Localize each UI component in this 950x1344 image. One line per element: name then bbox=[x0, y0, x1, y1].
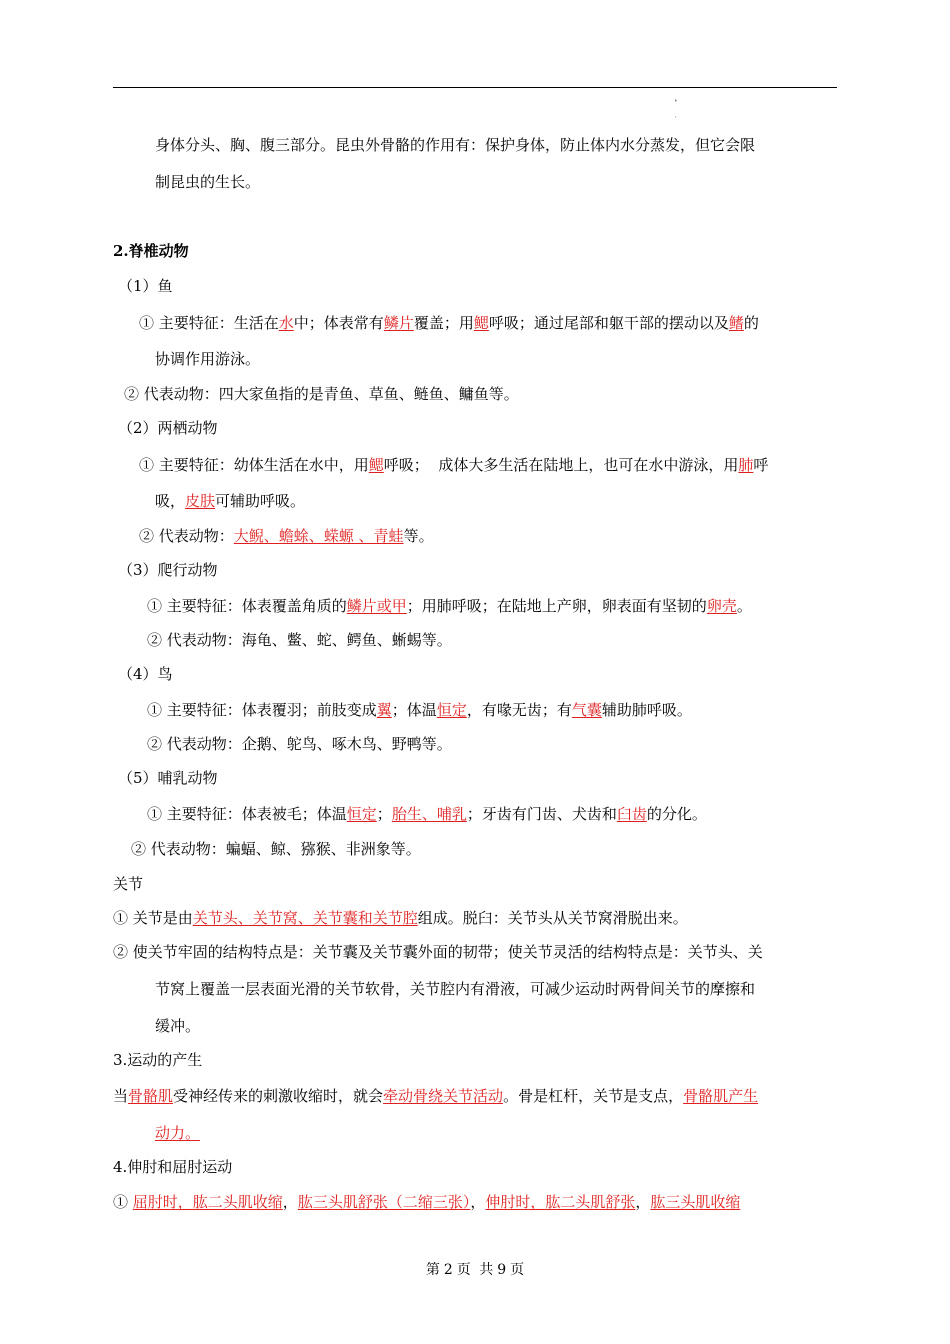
paragraph-line: 身体分头、胸、腹三部分。昆虫外骨骼的作用有：保护身体，防止体内水分蒸发，但它会限 bbox=[155, 136, 756, 154]
header-mark: • bbox=[674, 98, 678, 105]
page-footer: 第 2 页 共 9 页 bbox=[425, 1262, 525, 1278]
section-heading: 关节 bbox=[113, 875, 144, 893]
representative-line: ② 代表动物：海龟、鳖、蛇、鳄鱼、蜥蜴等。 bbox=[147, 631, 452, 649]
representative-line: ② 代表动物：四大家鱼指的是青鱼、草鱼、鲢鱼、鳙鱼等。 bbox=[124, 385, 519, 403]
paragraph-line: 制昆虫的生长。 bbox=[155, 173, 261, 191]
subsection-title: （2）两栖动物 bbox=[118, 419, 218, 437]
feature-line: ① 主要特征：幼体生活在水中，用鳃呼吸； 成体大多生活在陆地上，也可在水中游泳，用肺呼 bbox=[139, 456, 769, 474]
subsection-title: （1）鱼 bbox=[118, 277, 173, 295]
header-mark: ' bbox=[675, 116, 677, 123]
paragraph-line: ① 关节是由关节头、关节窝、关节囊和关节腔组成。脱臼：关节头从关节窝滑脱出来。 bbox=[113, 909, 688, 927]
paragraph-line: 当骨骼肌受神经传来的刺激收缩时，就会牵动骨绕关节活动。骨是杠杆，关节是支点，骨骼肌产生 bbox=[113, 1087, 759, 1105]
subsection-title: （3）爬行动物 bbox=[118, 561, 218, 579]
feature-line: ① 主要特征：体表覆羽；前肢变成翼；体温恒定，有喙无齿；有气囊辅助肺呼吸。 bbox=[147, 701, 692, 719]
representative-line: ② 代表动物：企鹅、鸵鸟、啄木鸟、野鸭等。 bbox=[147, 735, 452, 753]
paragraph-line: 缓冲。 bbox=[155, 1017, 201, 1035]
representative-line: ② 代表动物：蝙蝠、鲸、猕猴、非洲象等。 bbox=[131, 840, 421, 858]
section-heading: 3.运动的产生 bbox=[113, 1051, 203, 1069]
paragraph-line: ② 使关节牢固的结构特点是：关节囊及关节囊外面的韧带；使关节灵活的结构特点是：关节头、关 bbox=[113, 943, 763, 961]
subsection-title: （4）鸟 bbox=[118, 665, 173, 683]
paragraph-line: ① 屈肘时，肱二头肌收缩，肱三头肌舒张（二缩三张），伸肘时，肱二头肌舒张，肱三头肌收缩 bbox=[113, 1193, 741, 1211]
feature-line: 协调作用游泳。 bbox=[155, 350, 261, 368]
feature-line: 吸，皮肤可辅助呼吸。 bbox=[155, 492, 306, 510]
section-heading: 4.伸肘和屈肘运动 bbox=[113, 1158, 233, 1176]
paragraph-line: 节窝上覆盖一层表面光滑的关节软骨，关节腔内有滑液，可减少运动时两骨间关节的摩擦和 bbox=[155, 980, 756, 998]
header-rule bbox=[113, 87, 837, 88]
representative-line: ② 代表动物：大鲵、蟾蜍、蝾螈 、青蛙等。 bbox=[139, 527, 434, 545]
feature-line: ① 主要特征：体表覆盖角质的鳞片或甲；用肺呼吸；在陆地上产卵，卵表面有坚韧的卵壳。 bbox=[147, 597, 752, 615]
feature-line: ① 主要特征：体表被毛；体温恒定；胎生、哺乳；牙齿有门齿、犬齿和臼齿的分化。 bbox=[147, 805, 707, 823]
subsection-title: （5）哺乳动物 bbox=[118, 769, 218, 787]
section-heading: 2.脊椎动物 bbox=[113, 242, 189, 260]
paragraph-line: 动力。 bbox=[155, 1124, 201, 1142]
feature-line: ① 主要特征：生活在水中；体表常有鳞片覆盖；用鳃呼吸；通过尾部和躯干部的摆动以及鳍的 bbox=[139, 314, 759, 332]
